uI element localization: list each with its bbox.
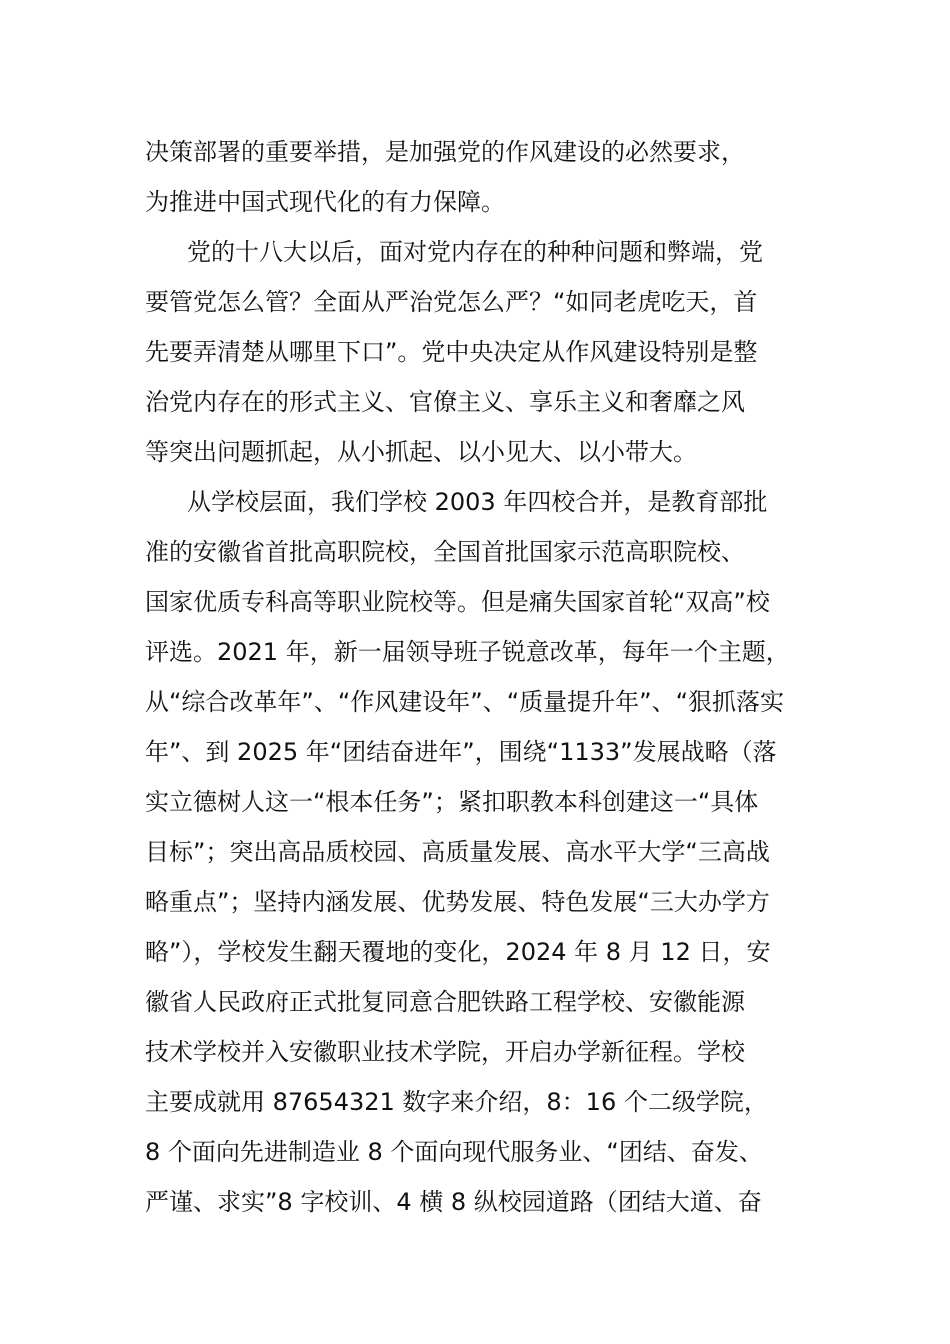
paragraph-line: 徽省人民政府正式批复同意合肥铁路工程学校、安徽能源: [145, 988, 745, 1016]
paragraph-line: 准的安徽省首批高职院校，全国首批国家示范高职院校、: [145, 538, 745, 566]
paragraph-line: 年”、到 2025 年“团结奋进年”，围绕“1133”发展战略（落: [145, 738, 777, 766]
paragraph-line: 略重点”；坚持内涵发展、优势发展、特色发展“三大办学方: [145, 888, 770, 916]
paragraph-line: 实立德树人这一“根本任务”；紧扣职教本科创建这一“具体: [145, 788, 759, 816]
paragraph-line: 目标”；突出高品质校园、高质量发展、高水平大学“三高战: [145, 838, 770, 866]
paragraph-line: 为推进中国式现代化的有力保障。: [145, 188, 505, 216]
document-body: [145, 130, 835, 1230]
paragraph-line: 从“综合改革年”、“作风建设年”、“质量提升年”、“狠抓落实: [145, 688, 785, 716]
paragraph-line: 严谨、求实”8 字校训、4 横 8 纵校园道路（团结大道、奋: [145, 1188, 762, 1216]
paragraph-line: 略”），学校发生翻天覆地的变化，2024 年 8 月 12 日，安: [145, 938, 771, 966]
paragraph-line: 8 个面向先进制造业 8 个面向现代服务业、“团结、奋发、: [145, 1138, 763, 1166]
paragraph-line: 评选。2021 年，新一届领导班子锐意改革，每年一个主题，: [145, 638, 790, 666]
paragraph-line: 等突出问题抓起，从小抓起、以小见大、以小带大。: [145, 438, 697, 466]
paragraph-line: 国家优质专科高等职业院校等。但是痛失国家首轮“双高”校: [145, 588, 770, 616]
paragraph-line: 主要成就用 87654321 数字来介绍，8：16 个二级学院，: [145, 1088, 768, 1116]
paragraph-2: [145, 230, 835, 480]
paragraph-1: [145, 130, 835, 230]
paragraph-line: 技术学校并入安徽职业技术学院，开启办学新征程。学校: [145, 1038, 745, 1066]
paragraph-line: 先要弄清楚从哪里下口”。党中央决定从作风建设特别是整: [145, 338, 758, 366]
paragraph-3: [145, 480, 835, 1230]
paragraph-line: 党的十八大以后，面对党内存在的种种问题和弊端，党: [187, 238, 763, 266]
paragraph-line: 要管党怎么管？全面从严治党怎么严？“如同老虎吃天，首: [145, 288, 758, 316]
paragraph-line: 从学校层面，我们学校 2003 年四校合并，是教育部批: [187, 488, 768, 516]
paragraph-line: 治党内存在的形式主义、官僚主义、享乐主义和奢靡之风: [145, 388, 745, 416]
paragraph-line: 决策部署的重要举措，是加强党的作风建设的必然要求，: [145, 138, 745, 166]
